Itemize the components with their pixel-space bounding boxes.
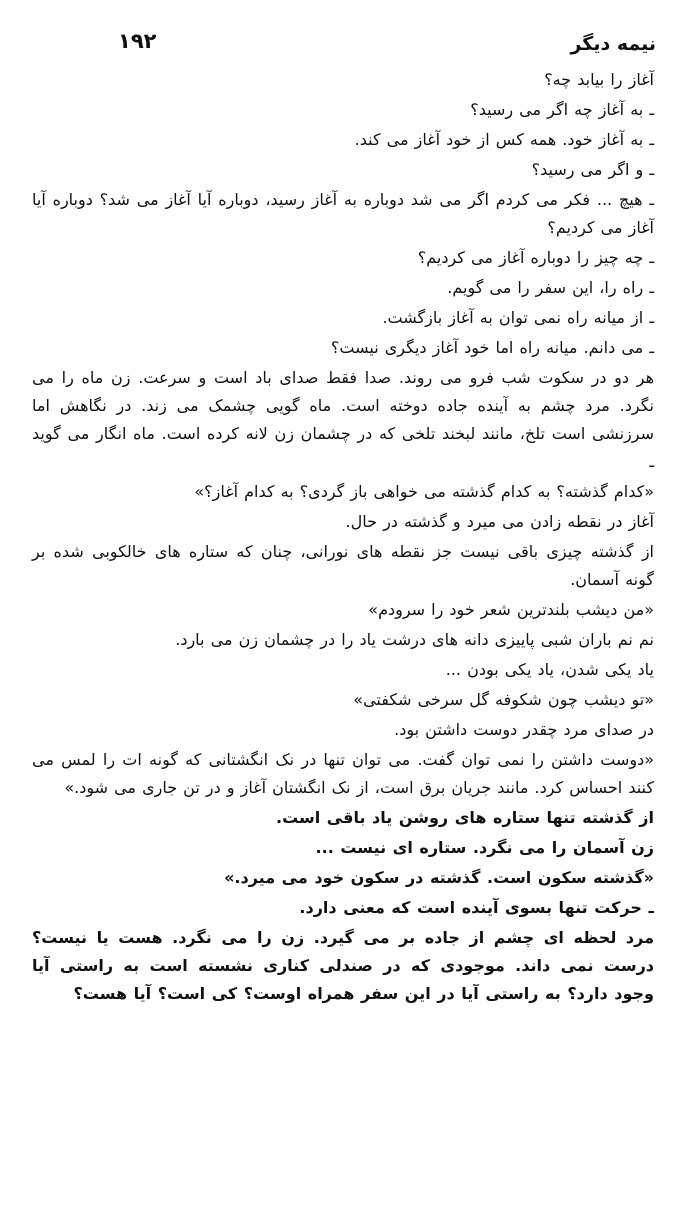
page-header (28, 22, 656, 62)
paragraph-14: «من دیشب بلندترین شعر خود را سرودم» (368, 600, 654, 619)
paragraph-9: ـ می دانم. میانه راه اما خود آغاز دیگری نیست؟ (330, 338, 654, 357)
paragraph-6: ـ چه چیز را دوباره آغاز می کردیم؟ (417, 248, 654, 267)
paragraph-10: هر دو در سکوت شب فرو می روند. صدا فقط صدای باد است و سرعت. زن ماه را می نگرد. مرد چشم به آینده جاده دوخته است. ماه گویی چشمک می زند. در نگاهش اما سرزنشی است تلخ، مانند لبخند تلخی که در چشمان زن لانه کرده است. ماه انگار می گوید ـ (32, 368, 654, 471)
paragraph-17: «تو دیشب چون شکوفه گل سرخی شکفتی» (353, 690, 654, 709)
text-body (32, 66, 654, 1010)
paragraph-23: ـ حرکت تنها بسوی آینده است که معنی دارد. (299, 898, 654, 917)
paragraph-1: آغاز را بیابد چه؟ (544, 70, 654, 89)
paragraph-11: «کدام گذشته؟ به کدام گذشته می خواهی باز گردی؟ به کدام آغاز؟» (194, 482, 654, 501)
paragraph-24: مرد لحظه ای چشم از جاده بر می گیرد. زن را می نگرد. هست یا نیست؟ درست نمی داند. موجودی که در صندلی کناری نشسته است به راستی آیا وجود دارد؟ به راستی آیا در این سفر همراه اوست؟ کی است؟ آیا هست؟ (32, 928, 654, 1003)
paragraph-4: ـ و اگر می رسید؟ (531, 160, 654, 179)
paragraph-21: زن آسمان را می نگرد. ستاره ای نیست ... (315, 838, 654, 857)
paragraph-3: ـ به آغاز خود. همه کس از خود آغاز می کند. (354, 130, 654, 149)
paragraph-19: «دوست داشتن را نمی توان گفت. می توان تنها در نک انگشتانی که گونه ات را لمس می کنند احساس کرد. مانند جریان برق است، از نک انگشتان آغاز و در تن جاری می شود.» (32, 750, 654, 797)
paragraph-5: ـ هیچ ... فکر می کردم اگر می شد دوباره به آغاز رسید، دوباره آیا آغاز می شد؟ دوباره آیا آغاز می کردیم؟ (32, 190, 654, 237)
paragraph-12: آغاز در نقطه زادن می میرد و گذشته در حال. (345, 512, 654, 531)
paragraph-22: «گذشته سکون است. گذشته در سکون خود می میرد.» (224, 868, 654, 887)
paragraph-18: در صدای مرد چقدر دوست داشتن بود. (394, 720, 654, 739)
running-title: نیمه دیگر (570, 33, 656, 55)
paragraph-16: یاد یکی شدن، یاد یکی بودن ... (445, 660, 654, 679)
paragraph-15: نم نم باران شبی پاییزی دانه های درشت یاد را در چشمان زن می بارد. (175, 630, 654, 649)
page-number: ۱۹۲ (118, 29, 157, 53)
paragraph-20: از گذشته تنها ستاره های روشن یاد باقی است. (275, 808, 654, 827)
paragraph-7: ـ راه را، این سفر را می گویم. (447, 278, 654, 297)
paragraph-8: ـ از میانه راه نمی توان به آغاز بازگشت. (382, 308, 654, 327)
paragraph-2: ـ به آغاز چه اگر می رسید؟ (470, 100, 654, 119)
paragraph-13: از گذشته چیزی باقی نیست جز نقطه های نورانی، چنان که ستاره های خالکوبی شده بر گونه آسمان. (32, 542, 654, 589)
